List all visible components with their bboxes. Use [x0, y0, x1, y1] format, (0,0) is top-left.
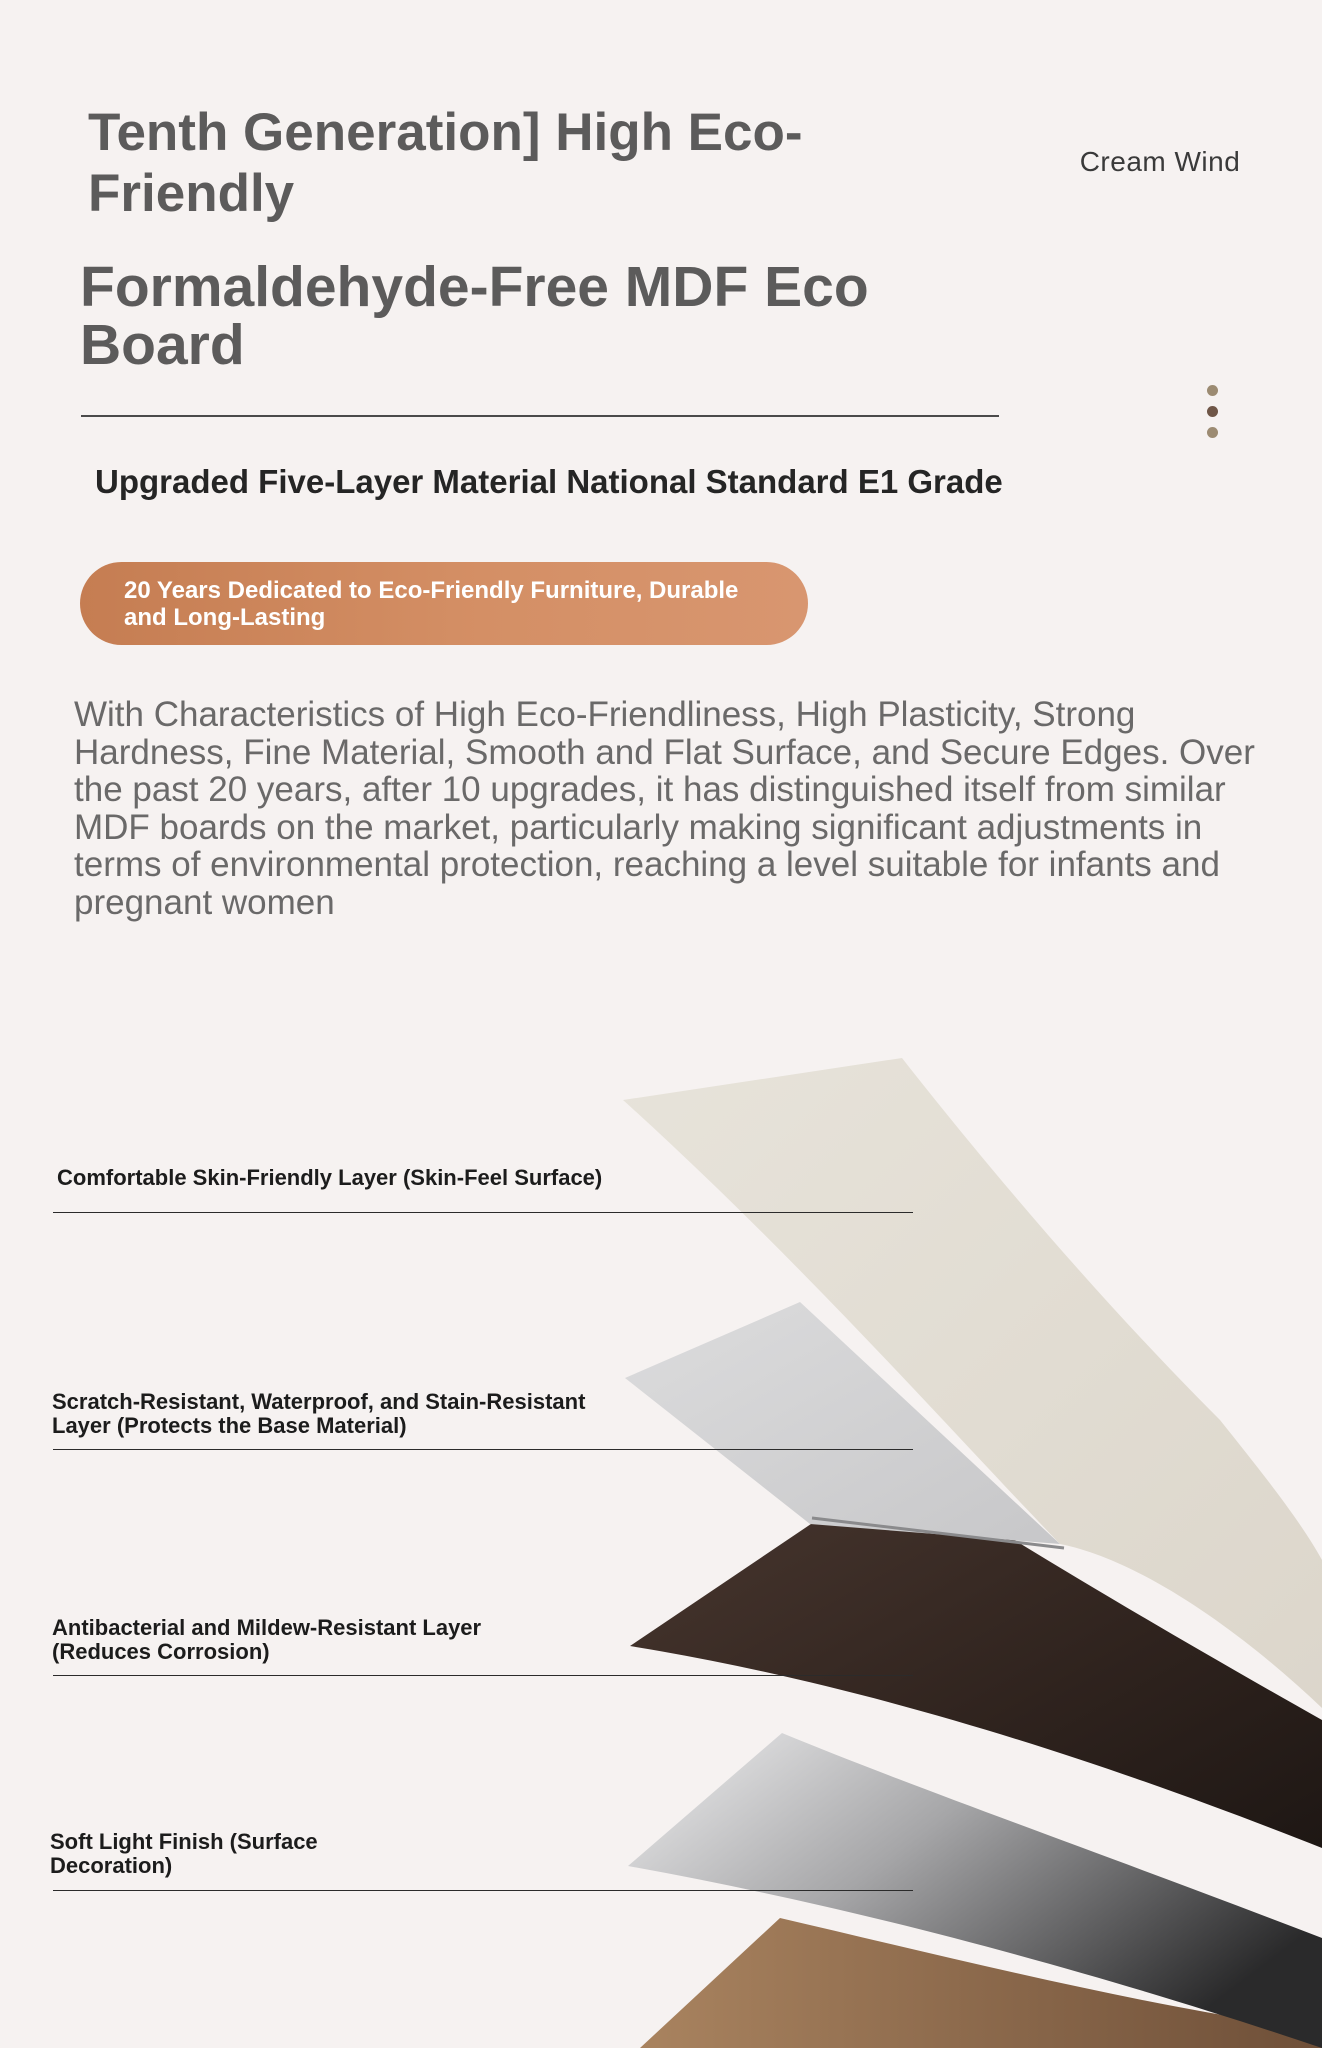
layer-divider — [53, 1675, 913, 1676]
page-title-line2: Formaldehyde-Free MDF Eco Board — [80, 255, 869, 377]
layer-divider — [53, 1890, 913, 1891]
decorative-dot — [1207, 427, 1218, 438]
layer-label: Scratch-Resistant, Waterproof, and Stain-Resistant Layer (Protects the Base Material) — [52, 1389, 586, 1438]
layer-divider — [53, 1212, 913, 1213]
layer-label: Comfortable Skin-Friendly Layer (Skin-Feel Surface) — [57, 1165, 603, 1190]
title-divider — [81, 415, 999, 417]
page-title-line1: Tenth Generation] High Eco-Friendly — [88, 103, 803, 223]
decorative-dot — [1207, 385, 1218, 396]
product-description: With Characteristics of High Eco-Friendliness, High Plasticity, Strong Hardness, Fine Material, Smooth and Flat Surface, and Secure Edges. Over the past 20 years, after 10 upgrades, it has distinguished itself from similar MDF boards on the market, particularly making significant adjustments in terms of environmental protection, reaching a level suitable for infants and pregnant women — [74, 695, 1255, 922]
brand-name: Cream Wind — [1079, 146, 1241, 177]
layer-label: Soft Light Finish (Surface Decoration) — [50, 1829, 318, 1878]
decorative-dot — [1207, 406, 1218, 417]
subtitle: Upgraded Five-Layer Material National Standard E1 Grade — [95, 463, 1003, 500]
feature-badge-text: 20 Years Dedicated to Eco-Friendly Furniture, Durable and Long-Lasting — [124, 577, 739, 631]
layer-divider — [53, 1449, 913, 1450]
layer-label: Antibacterial and Mildew-Resistant Layer (Reduces Corrosion) — [52, 1615, 482, 1664]
